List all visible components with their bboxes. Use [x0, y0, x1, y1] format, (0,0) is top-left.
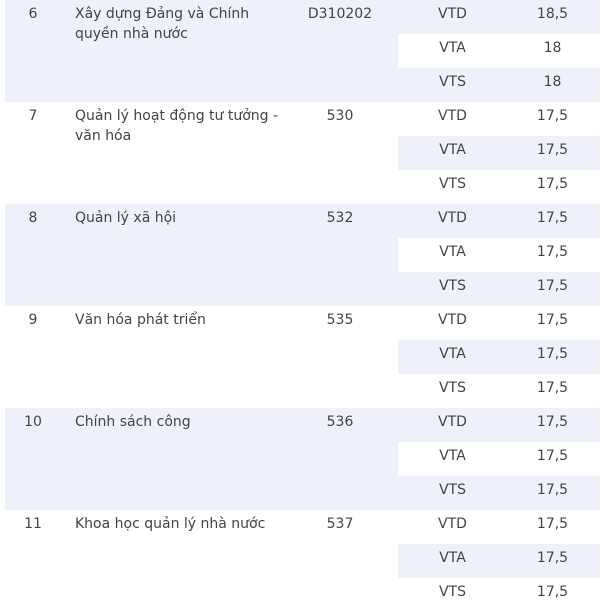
major-code: 536 — [326, 414, 354, 430]
major-name: Quản lý xã hội — [75, 210, 177, 226]
cutoff-score: 17,5 — [536, 516, 569, 532]
row-number: 6 — [28, 6, 38, 22]
cutoff-score: 17,5 — [536, 584, 569, 600]
cutoff-score: 17,5 — [536, 312, 569, 328]
cutoff-score: 17,5 — [536, 346, 569, 362]
program-type: VTD — [438, 312, 467, 328]
major-code: D310202 — [307, 6, 373, 22]
program-type: VTS — [438, 584, 466, 600]
row-number: 9 — [28, 312, 38, 328]
major-code: 532 — [326, 210, 354, 226]
major-name: Khoa học quản lý nhà nước — [75, 516, 266, 532]
cutoff-score: 17,5 — [536, 108, 569, 124]
program-type: VTA — [439, 346, 466, 362]
table-row-group — [0, 510, 600, 612]
major-name: Xây dựng Đảng và Chính quyền nhà nước — [75, 6, 250, 42]
program-type: VTS — [438, 380, 466, 396]
cutoff-score: 17,5 — [536, 176, 569, 192]
program-type: VTS — [438, 482, 466, 498]
table-row-group — [0, 204, 600, 306]
table-row-group — [0, 102, 600, 204]
cutoff-score: 17,5 — [536, 210, 569, 226]
major-code: 530 — [326, 108, 354, 124]
cutoff-score: 17,5 — [536, 278, 569, 294]
program-type: VTS — [438, 74, 466, 90]
table-row-group — [0, 0, 600, 102]
row-number: 10 — [24, 414, 42, 430]
program-type: VTS — [438, 176, 466, 192]
cutoff-score: 18,5 — [536, 6, 569, 22]
program-type: VTA — [439, 244, 466, 260]
major-name: Chính sách công — [75, 414, 191, 430]
row-number: 11 — [24, 516, 42, 532]
row-number: 7 — [28, 108, 38, 124]
major-name: Văn hóa phát triển — [75, 312, 206, 328]
table-row-group — [0, 306, 600, 408]
program-type: VTD — [438, 108, 467, 124]
cutoff-score: 17,5 — [536, 380, 569, 396]
cutoff-score: 17,5 — [536, 550, 569, 566]
cutoff-score: 17,5 — [536, 244, 569, 260]
cutoff-score: 18 — [543, 40, 562, 56]
major-name: Quản lý hoạt động tư tưởng - văn hóa — [75, 108, 279, 144]
cutoff-score: 17,5 — [536, 448, 569, 464]
program-type: VTA — [439, 40, 466, 56]
major-code: 537 — [326, 516, 354, 532]
program-type: VTD — [438, 210, 467, 226]
major-code: 535 — [326, 312, 354, 328]
cutoff-score: 18 — [543, 74, 562, 90]
cutoff-score: 17,5 — [536, 482, 569, 498]
table-row-group — [0, 408, 600, 510]
program-type: VTD — [438, 516, 467, 532]
cutoff-score: 17,5 — [536, 414, 569, 430]
row-number: 8 — [28, 210, 38, 226]
program-type: VTS — [438, 278, 466, 294]
program-type: VTD — [438, 6, 467, 22]
program-type: VTA — [439, 142, 466, 158]
program-type: VTA — [439, 550, 466, 566]
program-type: VTD — [438, 414, 467, 430]
cutoff-score: 17,5 — [536, 142, 569, 158]
program-type: VTA — [439, 448, 466, 464]
